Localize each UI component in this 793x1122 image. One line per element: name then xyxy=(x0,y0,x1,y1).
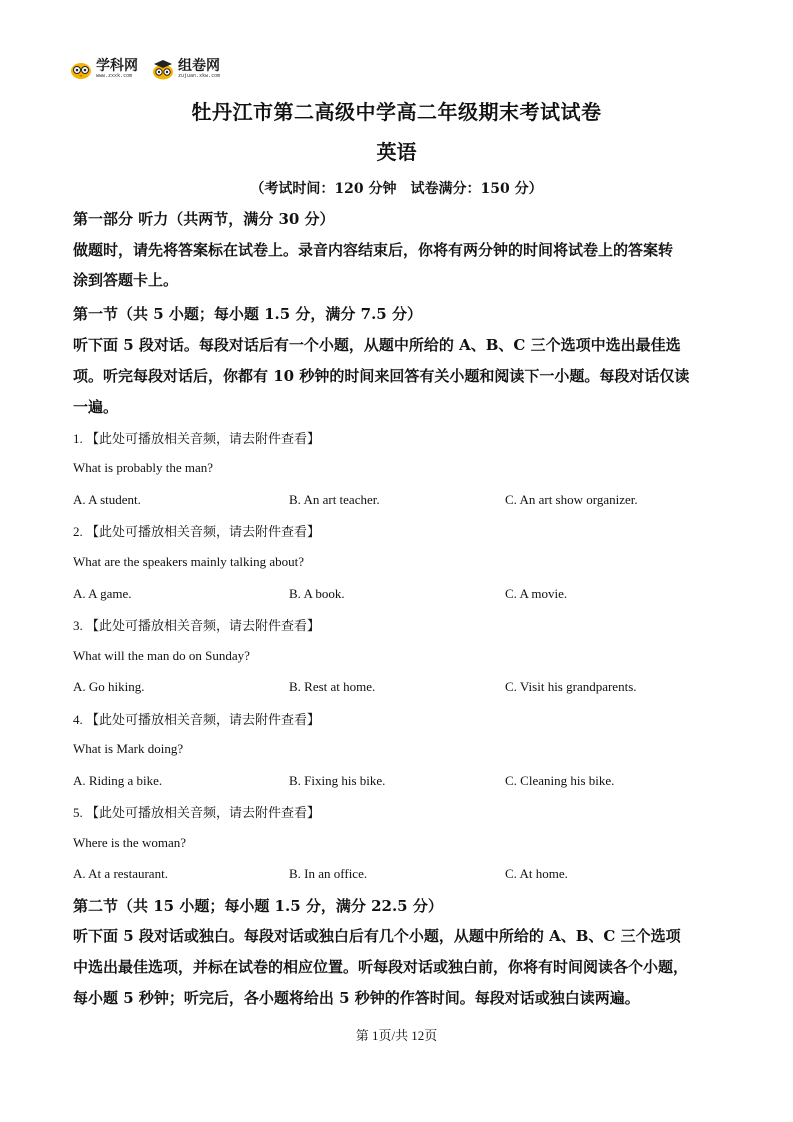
question-3-option-b: B. Rest at home. xyxy=(289,679,376,694)
question-2-option-a: A. A game. xyxy=(73,586,132,601)
section1-heading: 第一节（共 5 小题；每小题 1.5 分，满分 7.5 分） xyxy=(73,305,422,323)
question-3-option-c: C. Visit his grandparents. xyxy=(505,679,637,694)
page-number: 第 1页/共 12页 xyxy=(355,1028,438,1043)
logo-zujuan-name: 组卷网 xyxy=(178,58,220,74)
exam-info: （考试时间：120 分钟 试卷满分：150 分） xyxy=(250,181,543,197)
logo-xueke xyxy=(70,58,138,80)
section1-instructions-line3: 一遍。 xyxy=(73,398,119,416)
section2-heading: 第二节（共 15 小题；每小题 1.5 分，满分 22.5 分） xyxy=(73,897,443,915)
graduation-owl-icon xyxy=(152,58,174,80)
exam-title: 牡丹江市第二高级中学高二年级期末考试试卷 xyxy=(191,100,602,124)
question-1-option-b: B. An art teacher. xyxy=(289,492,380,507)
question-4-text: What is Mark doing? xyxy=(73,741,184,756)
question-4-audio[interactable]: 4. 【此处可播放相关音频，请去附件查看】 xyxy=(73,712,321,727)
section1-instructions-line2: 项。听完每段对话后，你都有 10 秒钟的时间来回答有关小题和阅读下一小题。每段对话仅读 xyxy=(73,367,690,385)
section1-instructions-line1: 听下面 5 段对话。每段对话后有一个小题，从题中所给的 A、B、C 三个选项中选出最佳选 xyxy=(73,336,681,354)
question-5-audio[interactable]: 5. 【此处可播放相关音频，请去附件查看】 xyxy=(73,805,321,820)
logo-xueke-name: 学科网 xyxy=(96,58,138,74)
question-3-text: What will the man do on Sunday? xyxy=(73,648,250,663)
header-logos xyxy=(70,58,220,80)
question-1-text: What is probably the man? xyxy=(73,460,214,475)
owl-mascot-icon xyxy=(70,58,92,80)
section2-instructions-line2: 中选出最佳选项，并标在试卷的相应位置。听每段对话或独白前，你将有时间阅读各个小题， xyxy=(73,958,689,976)
question-1-option-a: A. A student. xyxy=(73,492,141,507)
question-2-audio[interactable]: 2. 【此处可播放相关音频，请去附件查看】 xyxy=(73,524,321,539)
question-1-option-c: C. An art show organizer. xyxy=(505,492,638,507)
question-5-option-a: A. At a restaurant. xyxy=(73,866,168,881)
question-4-option-c: C. Cleaning his bike. xyxy=(505,773,615,788)
question-2-text: What are the speakers mainly talking about? xyxy=(73,554,305,569)
part1-instructions-line2: 涂到答题卡上。 xyxy=(73,271,179,289)
question-5-option-b: B. In an office. xyxy=(289,866,368,881)
section2-instructions-line1: 听下面 5 段对话或独白。每段对话或独白后有几个小题，从题中所给的 A、B、C 三个选项 xyxy=(73,927,681,945)
question-2-option-c: C. A movie. xyxy=(505,586,568,601)
logo-zujuan-url: zujuan.xkw.com xyxy=(178,73,221,79)
exam-subject: 英语 xyxy=(376,140,417,164)
question-1-audio[interactable]: 1. 【此处可播放相关音频，请去附件查看】 xyxy=(73,431,321,446)
logo-xueke-url: www.zxxk.com xyxy=(96,73,133,79)
section2-instructions-line3: 每小题 5 秒钟；听完后，各小题将给出 5 秒钟的作答时间。每段对话或独白读两遍。 xyxy=(73,989,640,1007)
question-4-option-b: B. Fixing his bike. xyxy=(289,773,386,788)
question-3-audio[interactable]: 3. 【此处可播放相关音频，请去附件查看】 xyxy=(73,618,321,633)
question-5-text: Where is the woman? xyxy=(73,835,186,850)
logo-zujuan xyxy=(152,58,220,80)
question-5-option-c: C. At home. xyxy=(505,866,568,881)
question-4-option-a: A. Riding a bike. xyxy=(73,773,163,788)
part1-heading: 第一部分 听力（共两节，满分 30 分） xyxy=(73,210,335,228)
question-3-option-a: A. Go hiking. xyxy=(73,679,145,694)
question-2-option-b: B. A book. xyxy=(289,586,345,601)
part1-instructions-line1: 做题时，请先将答案标在试卷上。录音内容结束后，你将有两分钟的时间将试卷上的答案转 xyxy=(73,241,674,259)
